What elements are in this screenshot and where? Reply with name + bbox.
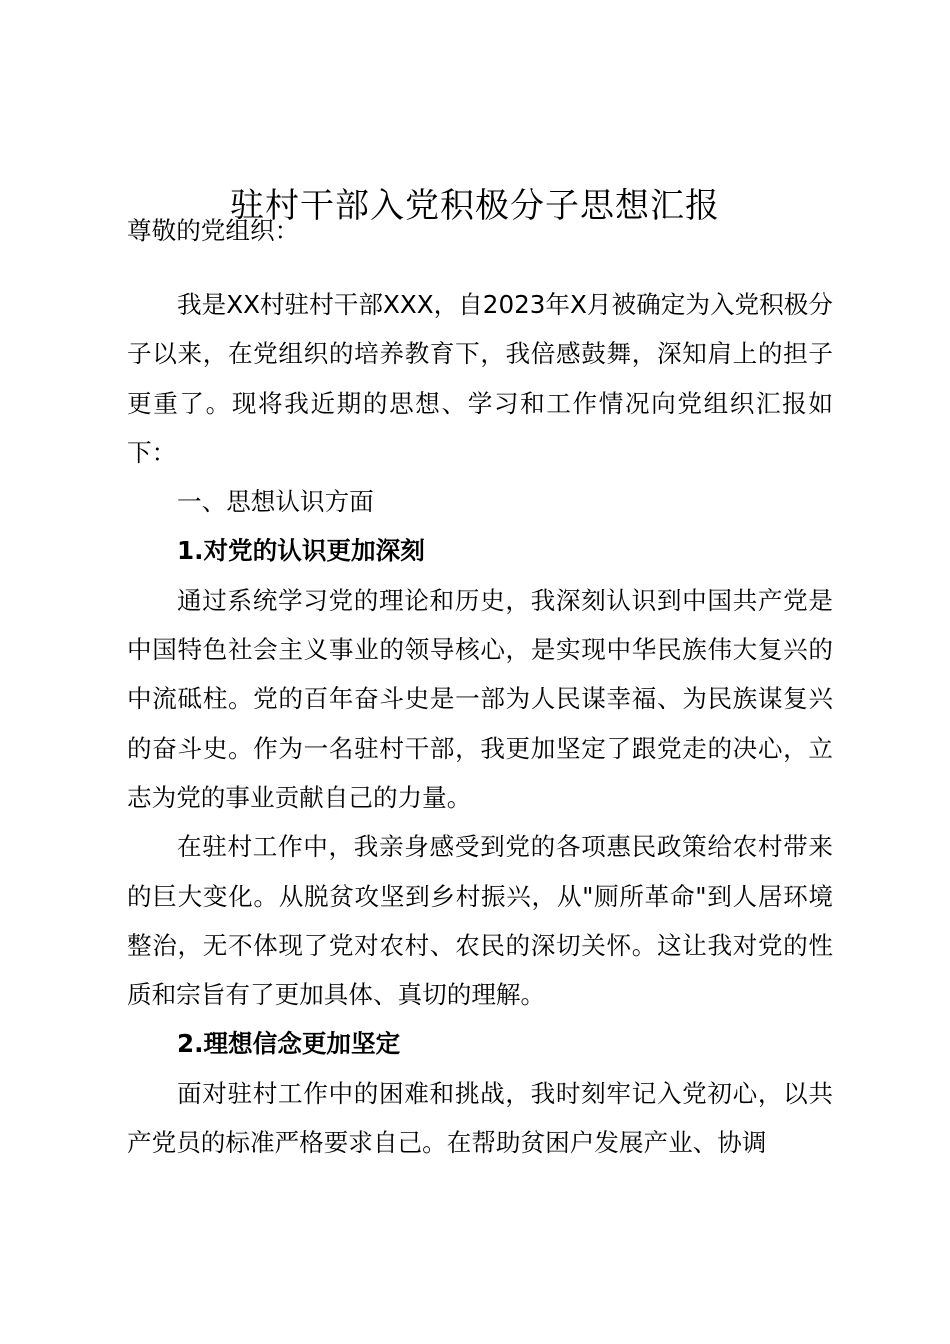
salutation: 尊敬的党组织： <box>127 216 300 245</box>
document-title: 驻村干部入党积极分子思想汇报 <box>230 186 720 226</box>
paragraph-challenges: 面对驻村工作中的困难和挑战，我时刻牢记入党初心，以共产党员的标准严格要求自己。在帮助贫困户发展产业、协调 <box>127 1078 833 1158</box>
subheading-belief: 2.理想信念更加坚定 <box>177 1029 401 1059</box>
paragraph-party-history: 通过系统学习党的理论和历史，我深刻认识到中国共产党是中国特色社会主义事业的领导核心，是实现中华民族伟大复兴的中流砥柱。党的百年奋斗史是一部为人民谋幸福、为民族谋复兴的奋斗史。作为一名驻村干部，我更加坚定了跟党走的决心，立志为党的事业贡献自己的力量。 <box>127 585 833 812</box>
paragraph-village-work: 在驻村工作中，我亲身感受到党的各项惠民政策给农村带来的巨大变化。从脱贫攻坚到乡村振兴，从"厕所革命"到人居环境整治，无不体现了党对农村、农民的深切关怀。这让我对党的性质和宗旨有了更加具体、真切的理解。 <box>127 832 833 1010</box>
subheading-understanding: 1.对党的认识更加深刻 <box>177 536 425 566</box>
document-body <box>127 280 833 1167</box>
intro-paragraph: 我是XX村驻村干部XXX，自2023年X月被确定为入党积极分子以来，在党组织的培养教育下，我倍感鼓舞，深知肩上的担子更重了。现将我近期的思想、学习和工作情况向党组织汇报如下： <box>127 290 833 467</box>
section-heading-thought: 一、思想认识方面 <box>177 487 374 517</box>
